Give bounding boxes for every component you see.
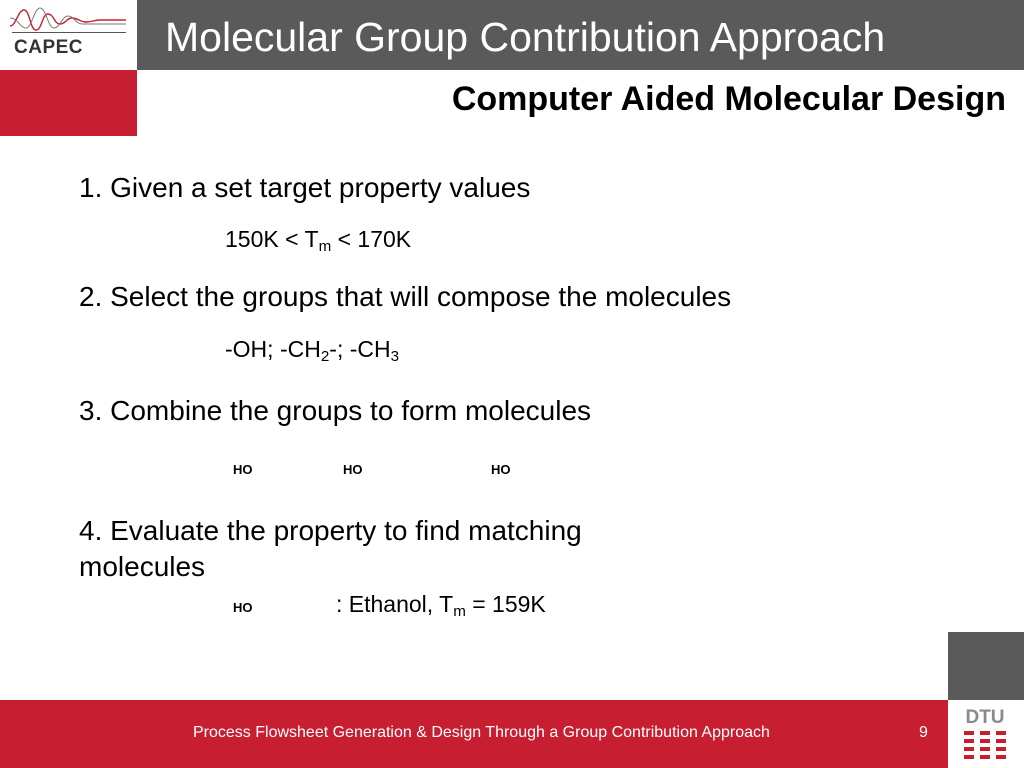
dtu-logo-text: DTU xyxy=(965,707,1005,728)
grey-accent-block xyxy=(948,632,1024,700)
molecule-label: HO xyxy=(343,462,363,477)
molecule-label: HO xyxy=(233,600,253,615)
temperature-constraint xyxy=(225,226,411,255)
formula-text: = 159K xyxy=(465,591,546,617)
slide-subtitle: Computer Aided Molecular Design xyxy=(451,80,1006,118)
molecule-label: HO xyxy=(491,462,511,477)
step-4: 4. Evaluate the property to find matching xyxy=(79,515,582,546)
formula-text: -; -CH xyxy=(329,336,391,362)
formula-text: -OH; -CH xyxy=(225,336,321,362)
red-accent-block xyxy=(0,70,137,136)
capec-logo xyxy=(0,0,137,70)
slide-title: Molecular Group Contribution Approach xyxy=(165,14,886,60)
logo-text: CAPEC xyxy=(14,37,84,58)
step-2: 2. Select the groups that will compose the molecules xyxy=(79,281,732,312)
step-1: 1. Given a set target property values xyxy=(79,172,531,203)
page-number: 9 xyxy=(919,724,928,741)
step-4-continued: molecules xyxy=(79,551,206,582)
molecule-label: HO xyxy=(233,462,253,477)
waveform-icon xyxy=(10,4,126,34)
footer-title: Process Flowsheet Generation & Design Through a Group Contribution Approach xyxy=(193,724,770,741)
formula-text: < 170K xyxy=(331,226,412,252)
logo-divider xyxy=(12,32,126,33)
group-list xyxy=(225,336,399,365)
formula-text: : Ethanol, T xyxy=(336,591,454,617)
formula-subscript: 2 xyxy=(320,347,330,365)
dtu-logo xyxy=(962,703,1008,765)
step-3: 3. Combine the groups to form molecules xyxy=(79,395,592,426)
formula-subscript: 3 xyxy=(390,347,400,365)
formula-text: 150K < T xyxy=(225,226,319,252)
ethanol-result xyxy=(336,591,546,620)
formula-subscript: m xyxy=(453,602,466,620)
formula-subscript: m xyxy=(318,237,332,255)
